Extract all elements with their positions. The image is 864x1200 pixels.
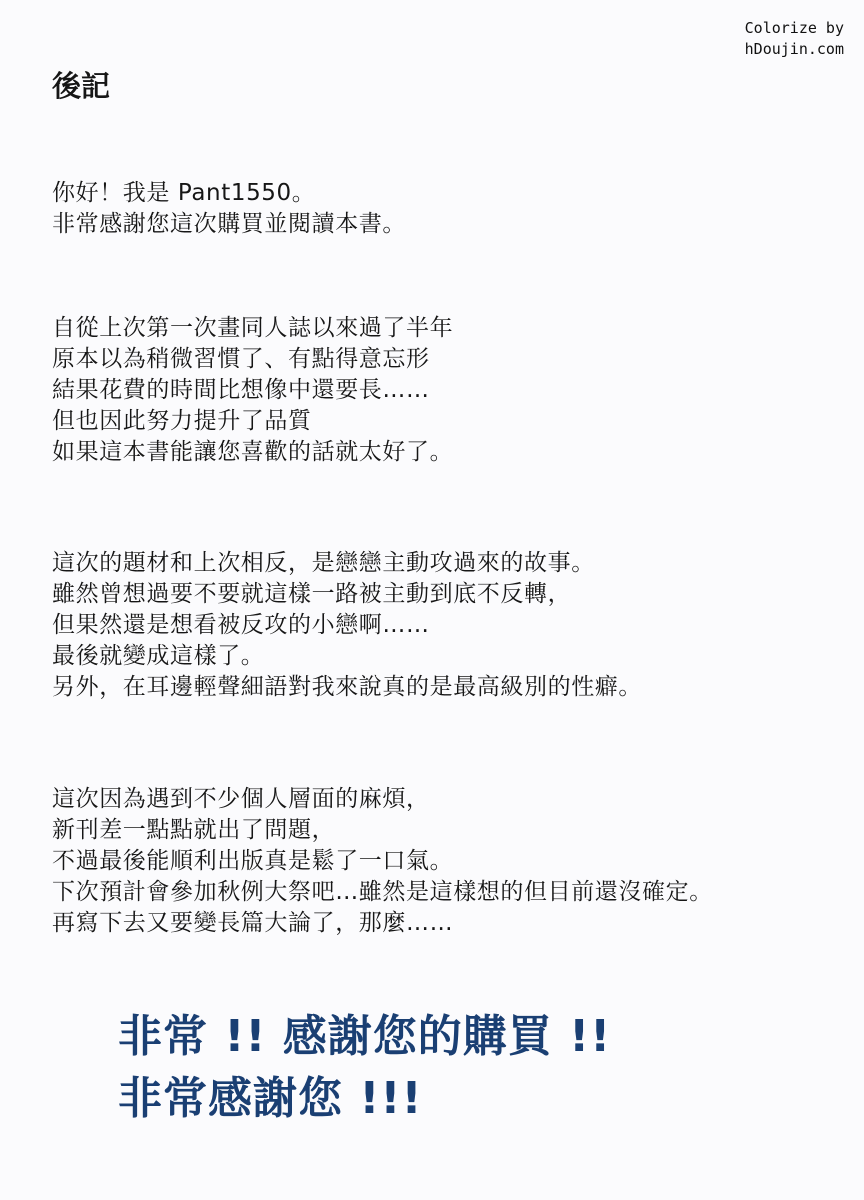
paragraph-line: 雖然曾想過要不要就這樣一路被主動到底不反轉， bbox=[52, 581, 572, 607]
thank-you-message bbox=[118, 1006, 611, 1130]
paragraph-line: 自從上次第一次畫同人誌以來過了半年 bbox=[52, 315, 454, 341]
paragraph-line: 結果花費的時間比想像中還要長…… bbox=[52, 377, 430, 403]
watermark-line-1: Colorize by bbox=[744, 19, 844, 37]
paragraph-line: 原本以為稍微習慣了、有點得意忘形 bbox=[52, 346, 430, 372]
paragraph-story bbox=[52, 548, 642, 703]
paragraph-line: 不過最後能順利出版真是鬆了一口氣。 bbox=[52, 848, 454, 874]
paragraph-line: 下次預計會參加秋例大祭吧…雖然是這樣想的但目前還沒確定。 bbox=[52, 879, 713, 905]
page-title: 後記 bbox=[52, 69, 111, 103]
paragraph-greeting bbox=[52, 178, 406, 240]
paragraph-line: 再寫下去又要變長篇大論了，那麼…… bbox=[52, 910, 454, 936]
paragraph-line: 這次的題材和上次相反，是戀戀主動攻過來的故事。 bbox=[52, 550, 595, 576]
paragraph-line: 但也因此努力提升了品質 bbox=[52, 408, 312, 434]
paragraph-progress bbox=[52, 313, 453, 468]
paragraph-line: 最後就變成這樣了。 bbox=[52, 643, 265, 669]
paragraph-line: 但果然還是想看被反攻的小戀啊…… bbox=[52, 612, 430, 638]
paragraph-line: 你好！我是 Pant1550。 bbox=[52, 180, 316, 206]
watermark-line-2: hDoujin.com bbox=[744, 40, 844, 58]
paragraph-line: 如果這本書能讓您喜歡的話就太好了。 bbox=[52, 439, 454, 465]
paragraph-line: 另外，在耳邊輕聲細語對我來說真的是最高級別的性癖。 bbox=[52, 674, 642, 700]
paragraph-line: 非常感謝您這次購買並閱讀本書。 bbox=[52, 211, 406, 237]
thank-you-line-1: 非常 !! 感謝您的購買 !! bbox=[118, 1011, 612, 1062]
thank-you-line-2: 非常感謝您 !!! bbox=[118, 1073, 423, 1124]
colorize-watermark bbox=[745, 18, 844, 60]
paragraph-line: 新刊差一點點就出了問題， bbox=[52, 817, 336, 843]
paragraph-line: 這次因為遇到不少個人層面的麻煩， bbox=[52, 786, 430, 812]
paragraph-news bbox=[52, 784, 713, 939]
